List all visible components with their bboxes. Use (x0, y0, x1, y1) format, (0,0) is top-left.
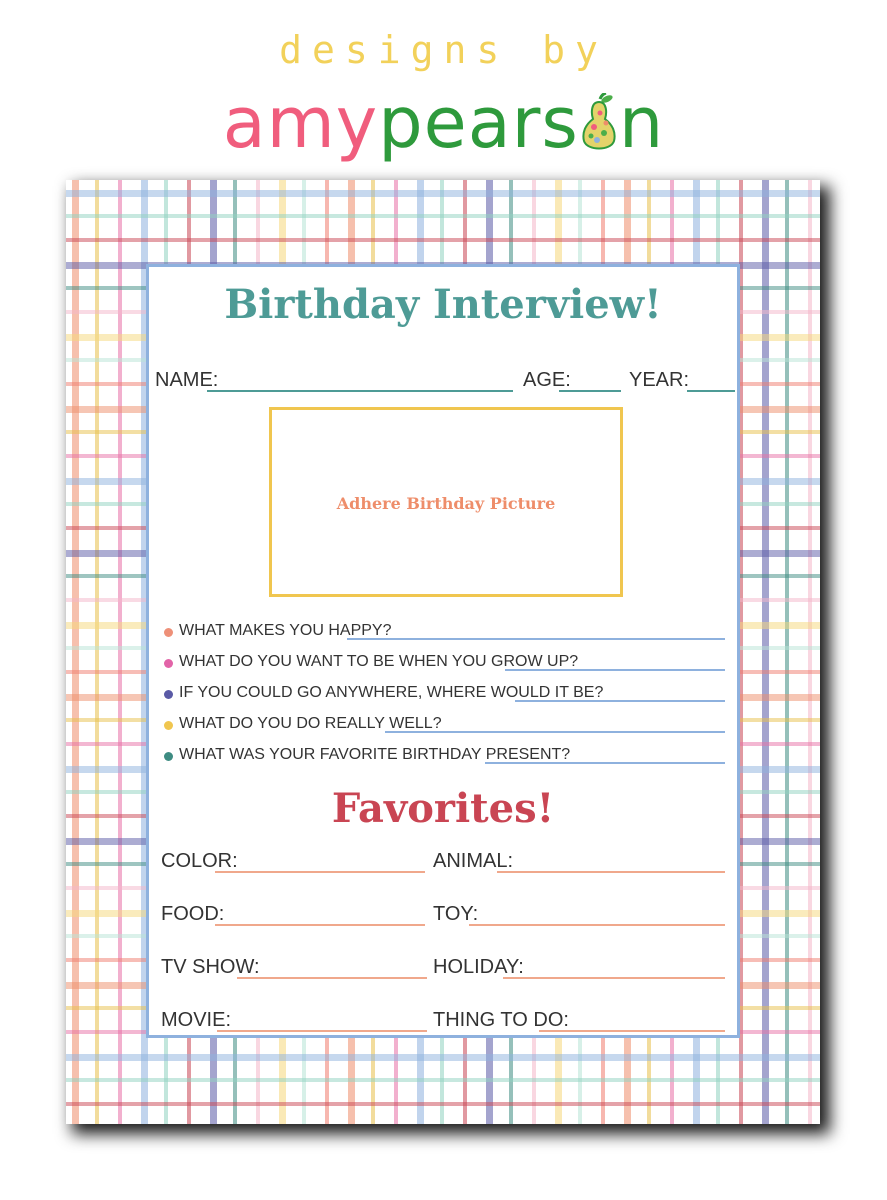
answer-line[interactable] (515, 700, 725, 702)
favorite-label: TV SHOW: (161, 956, 260, 978)
plaid-stripe-horizontal (66, 238, 820, 242)
answer-line[interactable] (505, 669, 725, 671)
plaid-stripe-horizontal (66, 1102, 820, 1106)
name-field[interactable] (207, 390, 513, 392)
favorite-label: ANIMAL: (433, 850, 514, 872)
photo-label: Adhere Birthday Picture (336, 494, 556, 513)
age-field[interactable] (559, 390, 621, 392)
favorite-label: MOVIE: (161, 1009, 232, 1031)
plaid-stripe-horizontal (66, 190, 820, 197)
logo-word-amy: amy (222, 82, 379, 164)
worksheet-card (66, 180, 820, 1124)
question-text: WHAT DO YOU DO REALLY WELL? (179, 715, 442, 732)
favorite-label: HOLIDAY: (433, 956, 524, 978)
bullet-dot (164, 690, 173, 699)
favorite-field[interactable] (469, 924, 725, 926)
favorite-field[interactable] (217, 1030, 427, 1032)
favorite-label: THING TO DO: (433, 1009, 569, 1031)
question-text: WHAT WAS YOUR FAVORITE BIRTHDAY PRESENT? (179, 746, 571, 763)
logo-word-pears: pears (378, 82, 579, 164)
plaid-stripe-horizontal (66, 1054, 820, 1061)
logo-word-n: n (618, 82, 665, 164)
favorite-field[interactable] (215, 924, 425, 926)
page-title: Birthday Interview! (224, 281, 662, 328)
pear-icon (580, 84, 618, 144)
favorite-field[interactable] (539, 1030, 725, 1032)
favorite-field[interactable] (497, 871, 725, 873)
bullet-dot (164, 659, 173, 668)
age-label: AGE: (523, 369, 571, 391)
plaid-stripe-horizontal (66, 214, 820, 218)
favorite-label: TOY: (433, 903, 479, 925)
favorite-field[interactable] (237, 977, 427, 979)
bullet-dot (164, 628, 173, 637)
favorites-title: Favorites! (331, 785, 555, 832)
favorite-label: COLOR: (161, 850, 238, 872)
brand-logo (0, 78, 887, 168)
plaid-stripe-horizontal (66, 1078, 820, 1082)
logo-tagline: designs by (279, 28, 608, 72)
question-text: WHAT DO YOU WANT TO BE WHEN YOU GROW UP? (179, 653, 579, 670)
question-text: WHAT MAKES YOU HAPPY? (179, 622, 392, 639)
name-label: NAME: (155, 369, 219, 391)
answer-line[interactable] (347, 638, 725, 640)
bullet-dot (164, 721, 173, 730)
answer-line[interactable] (385, 731, 725, 733)
year-label: YEAR: (629, 369, 690, 391)
favorite-label: FOOD: (161, 903, 225, 925)
year-field[interactable] (687, 390, 735, 392)
worksheet-panel (146, 264, 740, 1038)
favorite-field[interactable] (503, 977, 725, 979)
question-text: IF YOU COULD GO ANYWHERE, WHERE WOULD IT BE? (179, 684, 604, 701)
answer-line[interactable] (485, 762, 725, 764)
photo-placeholder[interactable] (269, 407, 623, 597)
favorite-field[interactable] (215, 871, 425, 873)
bullet-dot (164, 752, 173, 761)
